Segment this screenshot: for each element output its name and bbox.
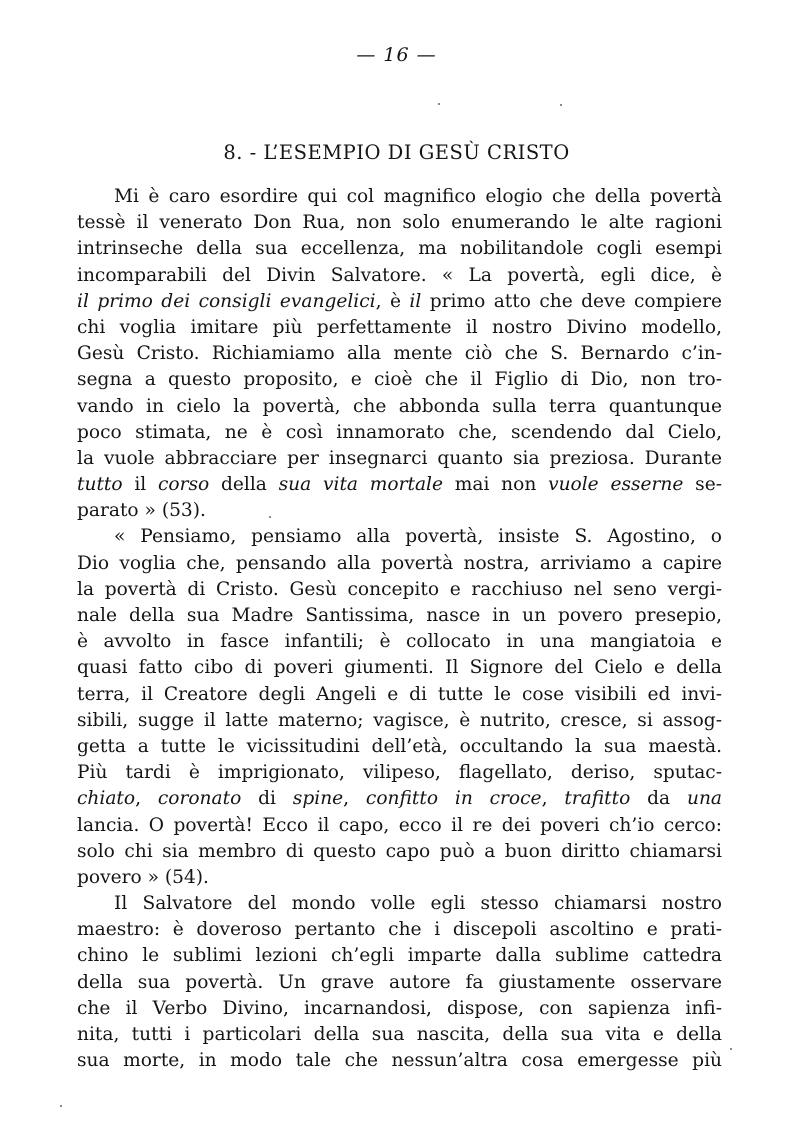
text-line — [77, 498, 722, 524]
text-line — [77, 655, 722, 681]
text-run: chi voglia imitare più perfettamente il nostro Divino modello, — [77, 316, 722, 338]
text-run: sua morte, in modo tale che nessun’altra cosa emergesse più — [77, 1050, 722, 1072]
italic-run: il primo dei consigli evangelici — [77, 290, 376, 312]
italic-run: sua vita mortale — [278, 474, 443, 496]
text-run: maestro: è doveroso pertanto che i discepoli ascoltino e prati- — [77, 919, 722, 941]
text-line — [77, 891, 722, 917]
text-run: Gesù Cristo. Richiamiamo alla mente ciò che S. Bernardo c’in- — [77, 343, 722, 365]
text-line — [77, 577, 722, 603]
text-run: terra, il Creatore degli Angeli e di tutte le cose visibili ed invi- — [77, 683, 722, 705]
text-line — [77, 367, 722, 393]
text-line — [77, 917, 722, 943]
text-line — [77, 943, 722, 969]
text-run: getta a tutte le vicissitudini dell’età, occultando la sua maestà. — [77, 735, 722, 757]
text-run: nita, tutti i particolari della sua nascita, della sua vita e della — [77, 1024, 722, 1045]
text-run: Dio voglia che, pensando alla povertà nostra, arriviamo a capire — [77, 552, 722, 574]
text-line — [77, 734, 722, 760]
text-line — [77, 236, 722, 262]
italic-run: confitto in croce — [365, 788, 542, 810]
text-run: povero » (54). — [77, 866, 209, 888]
text-run: della — [209, 474, 279, 496]
text-run: il — [122, 474, 158, 496]
text-run: poco stimata, ne è così innamorato che, scendendo dal Cielo, — [77, 421, 722, 443]
text-run: tessè il venerato Don Rua, non solo enumerando le alte ragioni — [77, 212, 722, 234]
text-run: lancia. O povertà! Ecco il capo, ecco il re dei poveri ch’io cerco: — [77, 814, 722, 836]
page-number: — 16 — — [356, 44, 437, 66]
text-run: vando in cielo la povertà, che abbonda sulla terra quantunque — [77, 395, 722, 417]
text-run: quasi fatto cibo di poveri giumenti. Il Signore del Cielo e della — [77, 657, 722, 679]
text-line — [77, 786, 722, 812]
text-line — [77, 970, 722, 996]
text-line — [77, 315, 722, 341]
italic-run: trafitto — [564, 788, 631, 810]
text-line — [77, 1022, 722, 1048]
text-line — [77, 289, 722, 315]
text-run: incomparabili del Divin Salvatore. « La povertà, egli dice, è — [77, 264, 722, 286]
text-line — [77, 263, 722, 289]
text-line — [77, 839, 722, 865]
text-line — [77, 341, 722, 367]
text-line — [77, 629, 722, 655]
text-run: da — [630, 788, 687, 810]
text-run: chino le sublimi lezioni ch’egli imparte dalla sublime cattedra — [77, 945, 722, 967]
text-run: , — [343, 788, 366, 810]
text-run: segna a questo proposito, e cioè che il Figlio di Dio, non tro- — [77, 369, 722, 391]
italic-run: chiato — [77, 788, 136, 810]
text-run: la vuole abbracciare per insegnarci quanto sia preziosa. Durante — [77, 447, 722, 469]
text-run: Mi è caro esordire qui col magnifico elogio che della povertà — [114, 186, 722, 207]
text-run: mai non — [442, 474, 549, 496]
text-run: la povertà di Cristo. Gesù concepito e racchiuso nel seno vergi- — [77, 578, 722, 600]
text-run: solo chi sia membro di questo capo può a buon diritto chiamarsi — [77, 840, 722, 862]
text-run: primo atto che deve compiere — [421, 290, 722, 312]
text-line — [77, 865, 722, 891]
text-line — [77, 813, 722, 839]
italic-run: una — [686, 788, 722, 810]
text-line — [77, 603, 722, 629]
text-line — [77, 184, 722, 210]
text-line — [77, 996, 722, 1022]
text-line — [77, 551, 722, 577]
section-title: 8. - L’ESEMPIO DI GESÙ CRISTO — [223, 141, 570, 164]
text-line — [77, 682, 722, 708]
italic-run: tutto — [77, 474, 123, 496]
text-run: che il Verbo Divino, incarnandosi, dispose, con sapienza infi- — [77, 997, 722, 1019]
text-run: parato » (53). — [77, 500, 206, 522]
text-line — [77, 472, 722, 498]
text-run: Il Salvatore del mondo volle egli stesso chiamarsi nostro — [114, 893, 722, 915]
body-text — [77, 184, 722, 1074]
text-run: , è — [375, 290, 410, 312]
italic-run: vuole esserne — [548, 474, 684, 496]
text-run: sibili, sugge il latte materno; vagisce, è nutrito, cresce, si assog- — [77, 709, 722, 731]
text-run: « Pensiamo, pensiamo alla povertà, insiste S. Agostino, o — [114, 526, 722, 548]
text-line — [77, 760, 722, 786]
italic-run: spine — [292, 788, 344, 810]
text-run: , — [135, 788, 158, 810]
italic-run: il — [409, 290, 422, 312]
text-line — [77, 446, 722, 472]
text-run: è avvolto in fasce infantili; è collocato in una mangiatoia e — [77, 631, 722, 653]
text-run: di — [241, 788, 293, 810]
text-run: , — [541, 788, 565, 810]
text-line — [77, 394, 722, 420]
text-run: Più tardi è imprigionato, vilipeso, flagellato, deriso, sputac- — [77, 762, 722, 784]
print-speck — [560, 104, 562, 106]
print-speck — [269, 516, 271, 518]
print-speck — [730, 1048, 732, 1050]
text-run: se- — [683, 474, 722, 496]
text-run: intrinseche della sua eccellenza, ma nobilitandole cogli esempi — [77, 238, 722, 260]
text-line — [77, 708, 722, 734]
text-run: nale della sua Madre Santissima, nasce in un povero presepio, — [77, 605, 722, 626]
italic-run: corso — [158, 474, 210, 496]
text-run: della sua povertà. Un grave autore fa giustamente osservare — [77, 971, 722, 993]
text-line — [77, 420, 722, 446]
text-line — [77, 524, 722, 550]
text-line — [77, 210, 722, 236]
italic-run: coronato — [157, 788, 242, 810]
text-line — [77, 1048, 722, 1074]
print-speck — [438, 103, 440, 105]
print-speck — [60, 1105, 62, 1107]
